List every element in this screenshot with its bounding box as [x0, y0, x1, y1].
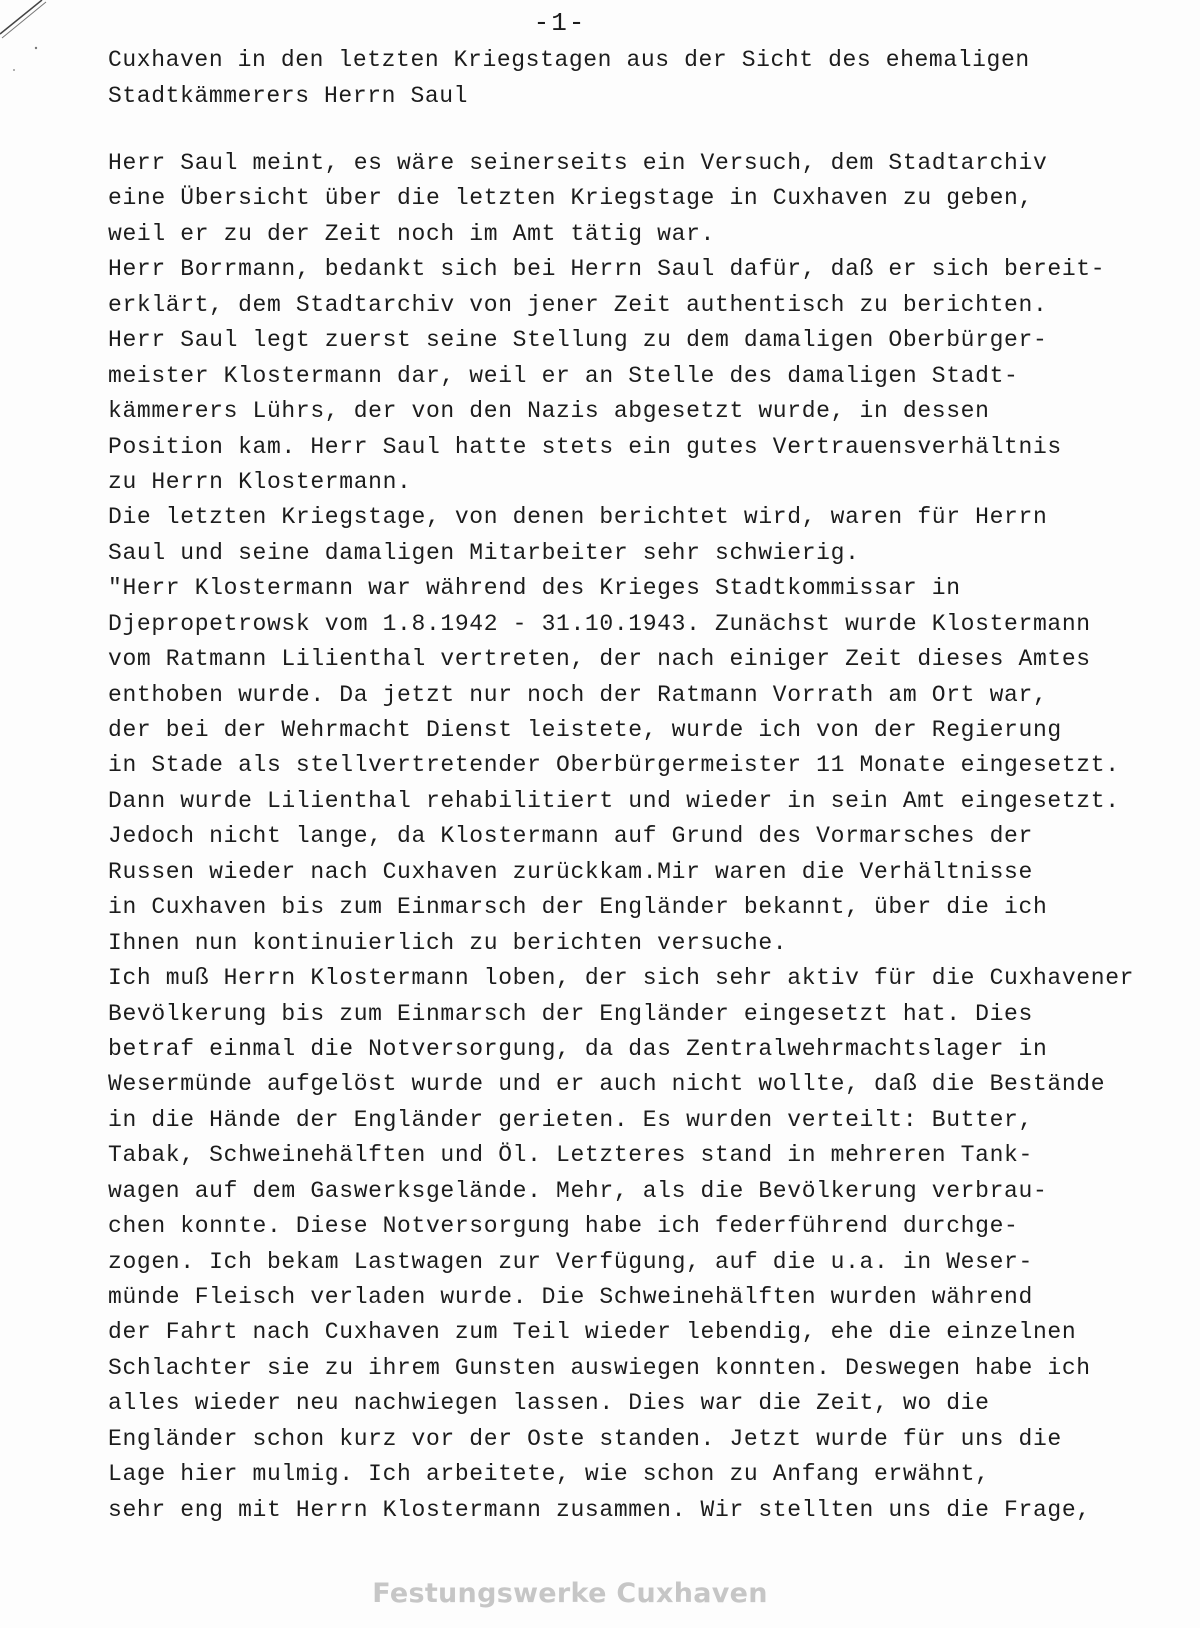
document-title [108, 42, 1168, 114]
body-line: kämmerers Lührs, der von den Nazis abgesetzt wurde, in dessen [108, 398, 990, 425]
body-line: sehr eng mit Herrn Klostermann zusammen. Wir stellten uns die Frage, [108, 1496, 1091, 1523]
body-line: zogen. Ich bekam Lastwagen zur Verfügung, auf die u.a. in Weser- [108, 1248, 1033, 1275]
watermark: Festungswerke Cuxhaven [372, 1578, 768, 1609]
body-line: der bei der Wehrmacht Dienst leistete, wurde ich von der Regierung [108, 717, 1062, 743]
body-line: Schlachter sie zu ihrem Gunsten auswiegen konnten. Deswegen habe ich [108, 1354, 1091, 1381]
page-number: -1- [533, 8, 587, 38]
body-line: Dann wurde Lilienthal rehabilitiert und wieder in sein Amt eingesetzt. [108, 787, 1120, 814]
body-line: Ihnen nun kontinuierlich zu berichten versuche. [108, 929, 788, 956]
body-line: Russen wieder nach Cuxhaven zurückkam.Mir waren die Verhältnisse [108, 858, 1033, 885]
body-line: chen konnte. Diese Notversorgung habe ich federführend durchge- [108, 1213, 1019, 1240]
body-line: in Stade als stellvertretender Oberbürgermeister 11 Monate eingesetzt. [108, 752, 1120, 779]
body-line: alles wieder neu nachwiegen lassen. Dies war die Zeit, wo die [108, 1390, 990, 1417]
body-line: Saul und seine damaligen Mitarbeiter sehr schwierig. [108, 539, 860, 566]
body-line: Herr Saul meint, es wäre seinerseits ein Versuch, dem Stadtarchiv [108, 150, 1048, 176]
body-line: Position kam. Herr Saul hatte stets ein gutes Vertrauensverhältnis [108, 433, 1062, 460]
body-line: Bevölkerung bis zum Einmarsch der Engländer eingesetzt hat. Dies [108, 1000, 1033, 1027]
body-line: wagen auf dem Gaswerksgelände. Mehr, als die Bevölkerung verbrau- [108, 1177, 1048, 1204]
title-line: Cuxhaven in den letzten Kriegstagen aus der Sicht des ehemaligen [108, 47, 1030, 73]
body-line: enthoben wurde. Da jetzt nur noch der Ratmann Vorrath am Ort war, [108, 681, 1048, 708]
body-line: Tabak, Schweinehälften und Öl. Letzteres stand in mehreren Tank- [108, 1142, 1033, 1169]
body-line: zu Herrn Klostermann. [108, 468, 412, 495]
body-line: eine Übersicht über die letzten Kriegstage in Cuxhaven zu geben, [108, 185, 1033, 212]
body-line: der Fahrt nach Cuxhaven zum Teil wieder lebendig, ehe die einzelnen [108, 1319, 1077, 1346]
body-line: münde Fleisch verladen wurde. Die Schweinehälften wurden während [108, 1284, 1033, 1310]
title-line: Stadtkämmerers Herrn Saul [108, 83, 469, 109]
body-line: Wesermünde aufgelöst wurde und er auch nicht wollte, daß die Bestände [108, 1071, 1106, 1098]
body-line: Herr Borrmann, bedankt sich bei Herrn Saul dafür, daß er sich bereit- [108, 256, 1106, 283]
body-line: Lage hier mulmig. Ich arbeitete, wie schon zu Anfang erwähnt, [108, 1461, 990, 1488]
body-line: erklärt, dem Stadtarchiv von jener Zeit authentisch zu berichten. [108, 291, 1048, 318]
body-line: betraf einmal die Notversorgung, da das Zentralwehrmachtslager in [108, 1035, 1048, 1062]
body-line: in Cuxhaven bis zum Einmarsch der Engländer bekannt, über die ich [108, 894, 1048, 921]
body-line: weil er zu der Zeit noch im Amt tätig war. [108, 220, 715, 247]
body-line: Die letzten Kriegstage, von denen berichtet wird, waren für Herrn [108, 504, 1048, 531]
body-line: Djepropetrowsk vom 1.8.1942 - 31.10.1943. Zunächst wurde Klostermann [108, 610, 1091, 637]
body-line: vom Ratmann Lilienthal vertreten, der nach einiger Zeit dieses Amtes [108, 646, 1091, 673]
body-line: "Herr Klostermann war während des Krieges Stadtkommissar in [108, 575, 961, 602]
body-line: Ich muß Herrn Klostermann loben, der sich sehr aktiv für die Cuxhavener [108, 965, 1135, 992]
body-line: Jedoch nicht lange, da Klostermann auf Grund des Vormarsches der [108, 823, 1033, 850]
document-body [108, 146, 1188, 1528]
body-line: Engländer schon kurz vor der Oste standen. Jetzt wurde für uns die [108, 1425, 1062, 1452]
body-line: Herr Saul legt zuerst seine Stellung zu dem damaligen Oberbürger- [108, 327, 1048, 354]
body-line: meister Klostermann dar, weil er an Stelle des damaligen Stadt- [108, 362, 1019, 389]
body-line: in die Hände der Engländer gerieten. Es wurden verteilt: Butter, [108, 1106, 1033, 1133]
